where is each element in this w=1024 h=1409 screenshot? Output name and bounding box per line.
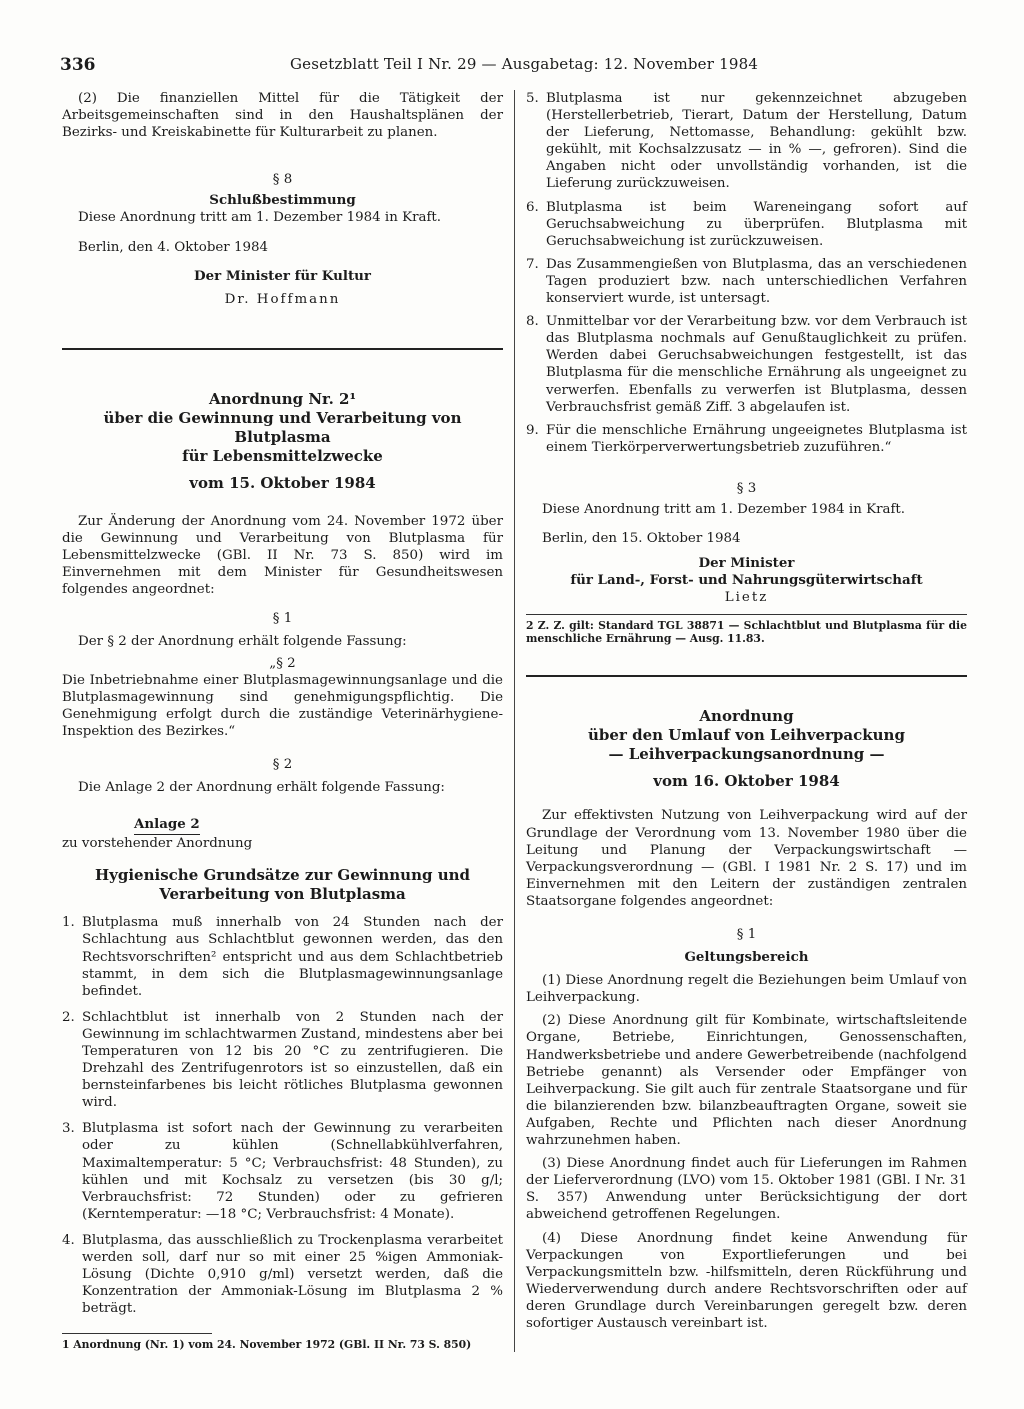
minister-line-2: für Land-, Forst- und Nahrungsgüterwirtschaft xyxy=(570,572,923,589)
ordinance-2-title xyxy=(526,707,967,791)
hygiene-list-left xyxy=(62,914,503,1317)
list-item: 6. Blutplasma ist beim Wareneingang sofort auf Geruchsabweichung zu überprüfen. Blutplasma mit Geruchsabweichung ist zurückzuweisen. xyxy=(526,199,967,249)
article-3-number: § 3 xyxy=(736,480,757,496)
page-number: 336 xyxy=(60,55,96,75)
right-column xyxy=(526,90,967,1332)
annex-label: Anlage 2 xyxy=(134,816,200,835)
page-header xyxy=(60,55,965,79)
footnote-2: 2 Z. Z. gilt: Standard TGL 38871 — Schlachtblut und Blutplasma für die menschliche Ernährung — Ausg. 11.83. xyxy=(526,619,967,646)
ordinance-title xyxy=(62,390,503,493)
annex-subtitle: zu vorstehender Anordnung xyxy=(62,836,253,852)
minister-title: Der Minister für Kultur xyxy=(194,267,371,284)
ordinance-date: vom 15. Oktober 1984 xyxy=(189,473,376,492)
article-2-number: § 2 xyxy=(272,756,293,772)
ordinance-title-line-2: über die Gewinnung und Verarbeitung von Blutplasma xyxy=(103,408,462,446)
subparagraph-1: (1) Diese Anordnung regelt die Beziehungen beim Umlauf von Leihverpackung. xyxy=(526,973,967,1006)
ordinance-intro: Zur Änderung der Anordnung vom 24. November 1972 über die Gewinnung und Verarbeitung von Blutplasma für Lebensmittelzwecke (GBl. II Nr. 73 S. 850) wird im Einvernehmen mit dem Minister für Gesundheitswesen folgendes angeordnet: xyxy=(62,513,503,598)
footnote-1: 1 Anordnung (Nr. 1) vom 24. November 1972 (GBl. II Nr. 73 S. 850) xyxy=(62,1338,472,1352)
signatory-right: Lietz xyxy=(724,590,769,606)
section-8-title: Schlußbestimmung xyxy=(209,192,356,209)
paragraph-1-number: § 1 xyxy=(736,927,757,942)
subparagraph-3: (3) Diese Anordnung findet auch für Lieferungen im Rahmen der Lieferverordnung (LVO) vom 15. Oktober 1981 (GBl. I Nr. 31 S. 357) Anwendung unter Berücksichtigung der dort abweichend getroffenen Regelungen. xyxy=(526,1156,967,1223)
list-item: 3. Blutplasma ist sofort nach der Gewinnung zu verarbeiten oder zu kühlen (Schnellabkühlverfahren, Maximaltemperatur: 5 °C; Verbrauchsfrist: 48 Stunden), zu kühlen und mit Kochsalz zu versetzen (bis 30 g/l; Verbrauchsfrist: 72 Stunden) oder zu gefrieren (Kerntemperatur: —18 °C; Verbrauchsfrist: 4 Monate). xyxy=(62,1121,503,1222)
article-1-number: § 1 xyxy=(272,611,293,627)
article-1-text: Der § 2 der Anordnung erhält folgende Fassung: xyxy=(78,634,407,650)
article-3-text: Diese Anordnung tritt am 1. Dezember 1984 in Kraft. xyxy=(542,501,906,517)
ordinance-2-intro: Zur effektivsten Nutzung von Leihverpackung wird auf der Grundlage der Verordnung vom 13. November 1980 über die Leitung und Planung der Verpackungswirtschaft — Verpackungsverordnung — (GBl. I 1981 Nr. 2 S. 17) und im Einvernehmen mit den Leitern der zuständigen zentralen Staatsorgane folgendes angeordnet: xyxy=(526,808,967,909)
quoted-paragraph-text: Die Inbetriebnahme einer Blutplasmagewinnungsanlage und die Blutplasmagewinnung sind genehmigungspflichtig. Die Genehmigung erfolgt durch die zuständige Veterinärhygiene-Inspektion des Bezirkes.“ xyxy=(62,672,503,739)
list-item: 9. Für die menschliche Ernährung ungeeignetes Blutplasma ist einem Tierkörperverwertungsbetrieb zuzuführen.“ xyxy=(526,422,967,455)
column-divider xyxy=(514,90,515,1352)
hygiene-title xyxy=(62,866,503,904)
list-item: 7. Das Zusammengießen von Blutplasma, das an verschiedenen Tagen produziert bzw. nach unterschiedlichen Verfahren konserviert wurde, ist untersagt. xyxy=(526,256,967,307)
hygiene-title-line-2: Verarbeitung von Blutplasma xyxy=(159,885,406,904)
minister-line-1: Der Minister xyxy=(698,555,795,572)
paragraph-1-title: Geltungsbereich xyxy=(684,949,809,966)
hygiene-list-right xyxy=(526,90,967,456)
quoted-paragraph-number: „§ 2 xyxy=(269,655,296,671)
subparagraph-4: (4) Diese Anordnung findet keine Anwendung für Verpackungen von Exportlieferungen und bei Verpackungsmitteln bzw. -hilfsmitteln, deren Rückführung und Wiederverwendung durch andere Rechtsvorschriften oder auf deren Grundlage durch Vereinbarungen geregelt bzw. deren sofortiger Austausch vereinbart ist. xyxy=(526,1230,967,1331)
ordinance-2-date: vom 16. Oktober 1984 xyxy=(653,772,840,791)
ordinance-2-title-line-3: — Leihverpackungsanordnung — xyxy=(608,745,885,764)
section-8-number: § 8 xyxy=(272,172,293,188)
article-2-text: Die Anlage 2 der Anordnung erhält folgende Fassung: xyxy=(78,780,445,796)
list-item: 2. Schlachtblut ist innerhalb von 2 Stunden nach der Gewinnung im schlachtwarmen Zustand, mindestens aber bei Temperaturen von 12 bis 20 °C zu zentrifugieren. Die Drehzahl des Zentrifugenrotors ist so einzustellen, daß ein bernsteinfarbenes bis leicht rötliches Blutplasma gewonnen wird. xyxy=(62,1009,503,1111)
ordinance-title-line-3: für Lebensmittelzwecke xyxy=(182,446,383,465)
funding-paragraph: (2) Die finanziellen Mittel für die Tätigkeit der Arbeitsgemeinschaften sind in den Haushaltsplänen der Bezirks- und Kreiskabinette für Kulturarbeit zu planen. xyxy=(62,91,503,141)
signatory: Dr. Hoffmann xyxy=(224,291,341,307)
section-8-text: Diese Anordnung tritt am 1. Dezember 1984 in Kraft. xyxy=(78,210,442,226)
list-item: 1. Blutplasma muß innerhalb von 24 Stunden nach der Schlachtung aus Schlachtblut gewonnen werden, das den Rechtsvorschriften² entspricht und aus dem Schlachtbetrieb stammt, in dem sich die Blutplasmagewinnungsanlage befindet. xyxy=(62,915,503,999)
gazette-title: Gesetzblatt Teil I Nr. 29 — Ausgabetag: 12. November 1984 xyxy=(290,55,759,73)
left-column xyxy=(62,90,503,1351)
ordinance-2-title-line-1: Anordnung xyxy=(699,707,794,726)
subparagraph-2: (2) Diese Anordnung gilt für Kombinate, wirtschaftsleitende Organe, Betriebe, Einrichtungen, Genossenschaften, Handwerksbetriebe und andere Gewerbetreibende (nachfolgend Betriebe genannt) als Versender oder Empfänger von Leihverpackung. Sie gilt auch für zentrale Staatsorgane und für die bilanzierenden bzw. bilanzbeauftragten Organe, soweit sie Aufgaben, Rechte und Pflichten nach dieser Anordnung wahrzunehmen haben. xyxy=(526,1013,967,1149)
list-item: 4. Blutplasma, das ausschließlich zu Trockenplasma verarbeitet werden soll, darf nur so mit einer 25 %igen Ammoniak-Lösung (Dichte 0,910 g/ml) versetzt werden, daß die Konzentration der Ammoniak-Lösung im Blutplasma 2 % beträgt. xyxy=(62,1232,503,1317)
ordinance-2-title-line-2: über den Umlauf von Leihverpackung xyxy=(588,726,905,745)
place-date-right: Berlin, den 15. Oktober 1984 xyxy=(542,531,741,547)
place-date: Berlin, den 4. Oktober 1984 xyxy=(78,239,269,255)
list-item: 8. Unmittelbar vor der Verarbeitung bzw. vor dem Verbrauch ist das Blutplasma nochmals auf Genußtauglichkeit zu prüfen. Werden dabei Geruchsabweichungen festgestellt, ist das Blutplasma für die menschliche Ernährung als ungeeignet zu verwerfen. Ebenfalls zu verwerfen ist Blutplasma, dessen Verbrauchsfrist gemäß Ziff. 3 abgelaufen ist. xyxy=(526,314,967,415)
list-item: 5. Blutplasma ist nur gekennzeichnet abzugeben (Herstellerbetrieb, Tierart, Datum der Herstellung, Datum der Lieferung, Nettomasse, Behandlung: gekühlt bzw. gekühlt, mit Kochsalzzusatz — in % —, gefroren). Sind die Angaben nicht oder unvollständig vorhanden, ist die Lieferung zurückzuweisen. xyxy=(526,91,967,192)
hygiene-title-line-1: Hygienische Grundsätze zur Gewinnung und xyxy=(94,866,470,885)
ordinance-title-line-1: Anordnung Nr. 2¹ xyxy=(208,389,357,408)
